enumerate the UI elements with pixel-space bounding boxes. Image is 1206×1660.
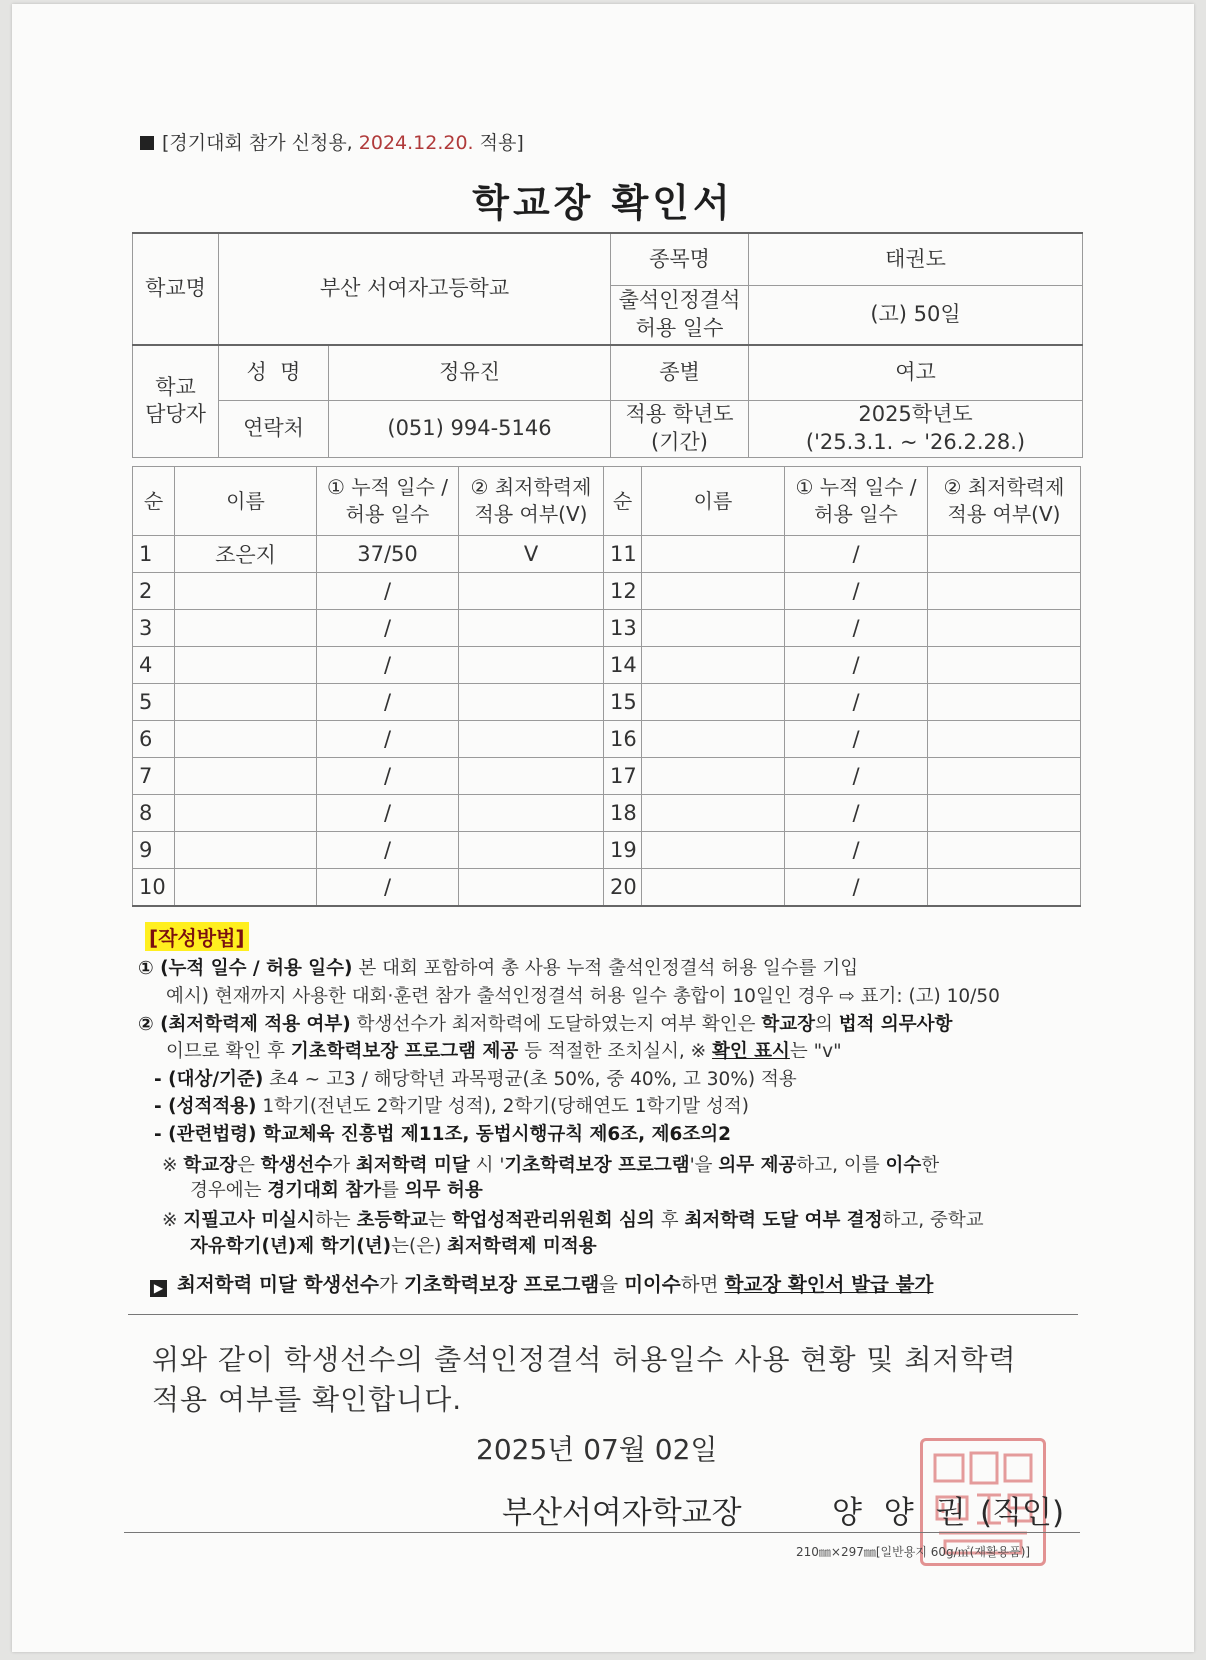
cell-days: / [317,610,459,647]
cell-minimum [459,721,604,758]
cell-minimum: V [459,536,604,573]
cell-days: / [317,721,459,758]
method-sub-grades: - (성적적용) 1학기(전년도 2학기말 성적), 2학기(당해연도 1학기말 성적) [154,1096,749,1117]
cell-no: 16 [604,721,642,758]
cell-days: / [785,832,928,869]
cell-minimum [459,758,604,795]
cell-minimum [928,647,1081,684]
cell-days: 37/50 [317,536,459,573]
method-note-1: ※ 학교장은 학생선수가 최저학력 미달 시 '기초학력보장 프로그램'을 의무 제공하고, 이를 이수한 [162,1155,940,1176]
header-name: 이름 [642,467,785,536]
school-info-table [132,232,1083,458]
method-item-1: ① (누적 일수 / 허용 일수) 본 대회 포함하여 총 사용 누적 출석인정결석 허용 일수를 기입 [138,958,859,979]
header-minimum: ② 최저학력제 적용 여부(V) [459,467,604,536]
cell-minimum [928,869,1081,907]
cell-name [642,684,785,721]
cell-no: 9 [133,832,175,869]
cell-no: 2 [133,573,175,610]
cell-minimum [928,795,1081,832]
table-row [133,869,1081,907]
cell-days: / [317,647,459,684]
divider [128,1314,1078,1315]
cell-name [175,869,317,907]
year-label: 적용 학년도 (기간) [611,400,749,457]
school-label: 학교명 [133,233,219,345]
year-text: 2025학년도 [858,402,973,427]
cell-no: 10 [133,869,175,907]
cell-name [642,832,785,869]
cell-days: / [785,795,928,832]
cell-name [642,536,785,573]
type-label: 종별 [611,345,749,400]
paper-spec: 210㎜×297㎜[일반용지 60g/㎡(재활용품)] [796,1545,1031,1559]
cell-no: 15 [604,684,642,721]
cell-minimum [928,573,1081,610]
cell-name [642,795,785,832]
cell-name [175,573,317,610]
cell-days: / [317,573,459,610]
method-item-2: ② (최저학력제 적용 여부) 학생선수가 최저학력에 도달하였는지 여부 확인은 학교장의 법적 의무사항 [138,1014,953,1035]
table-row [133,795,1081,832]
cell-no: 1 [133,536,175,573]
cell-minimum [459,684,604,721]
cell-days: / [317,795,459,832]
header-days: ① 누적 일수 / 허용 일수 [785,467,928,536]
cell-minimum [459,610,604,647]
issue-date: 2025년 07월 02일 [476,1433,718,1466]
method-title: [작성방법] [145,922,249,951]
table-row [133,721,1081,758]
cell-minimum [928,758,1081,795]
cell-days: / [317,832,459,869]
method-item-2-cont: 이므로 확인 후 기초학력보장 프로그램 제공 등 적절한 조치실시, ※ 확인 표시는 "v" [166,1041,842,1062]
square-bullet-icon [140,136,154,150]
attendance-table [132,466,1081,907]
confirmation-line-1: 위와 같이 학생선수의 출석인정결석 허용일수 사용 현황 및 최저학력 [152,1343,1017,1376]
cell-name [642,573,785,610]
cell-days: / [785,869,928,907]
cell-minimum [928,832,1081,869]
cell-no: 3 [133,610,175,647]
manager-label: 학교 담당자 [133,345,219,457]
school-name: 부산 서여자고등학교 [219,233,611,345]
cell-no: 12 [604,573,642,610]
bottom-divider [124,1532,1080,1533]
cell-name [642,721,785,758]
cell-minimum [459,795,604,832]
event-label: 종목명 [611,233,749,285]
table-row [133,684,1081,721]
name-label: 성 명 [219,345,329,400]
header-no: 순 [133,467,175,536]
cell-no: 18 [604,795,642,832]
table-row [133,610,1081,647]
table-row [133,536,1081,573]
cell-name [642,869,785,907]
cell-minimum [928,536,1081,573]
seal-label: (직인) [980,1495,1065,1531]
cell-name [642,647,785,684]
cell-days: / [785,536,928,573]
cell-name [175,684,317,721]
cell-no: 17 [604,758,642,795]
cell-days: / [785,647,928,684]
cell-no: 5 [133,684,175,721]
cell-days: / [785,758,928,795]
method-note-2-cont: 자유학기(년)제 학기(년)는(은) 최저학력제 미적용 [190,1236,597,1257]
cell-no: 7 [133,758,175,795]
cell-no: 14 [604,647,642,684]
cell-name [175,758,317,795]
event-value: 태권도 [749,233,1083,285]
document-header: [경기대회 참가 신청용, 2024.12.20. 적용] [140,128,524,155]
cell-minimum [459,573,604,610]
cell-no: 4 [133,647,175,684]
final-notice: ▶ 최저학력 미달 학생선수가 기초학력보장 프로그램을 미이수하면 학교장 확인서 발급 불가 [150,1275,933,1297]
year-value [749,400,1083,457]
confirmation-line-2: 적용 여부를 확인합니다. [152,1383,463,1416]
contact-label: 연락처 [219,400,329,457]
cell-no: 8 [133,795,175,832]
cell-name [642,610,785,647]
cell-no: 20 [604,869,642,907]
cell-minimum [928,721,1081,758]
header-days: ① 누적 일수 / 허용 일수 [317,467,459,536]
cell-minimum [459,832,604,869]
school-principal-label: 부산서여자학교장 [502,1495,742,1531]
method-item-1-example: 예시) 현재까지 사용한 대회·훈련 참가 출석인정결석 허용 일수 총합이 10일인 경우 ⇨ 표기: (고) 10/50 [166,986,1000,1007]
cell-no: 6 [133,721,175,758]
table-row [133,573,1081,610]
cell-no: 19 [604,832,642,869]
cell-name [175,832,317,869]
cell-name [175,647,317,684]
allowance-value: (고) 50일 [749,285,1083,345]
allowance-label: 출석인정결석 허용 일수 [611,285,749,345]
cell-no: 13 [604,610,642,647]
cell-minimum [459,647,604,684]
header-name: 이름 [175,467,317,536]
header-no: 순 [604,467,642,536]
header-minimum: ② 최저학력제 적용 여부(V) [928,467,1081,536]
table-row [133,647,1081,684]
type-value: 여고 [749,345,1083,400]
cell-name [175,795,317,832]
cell-no: 11 [604,536,642,573]
principal-name: 양 양 권 [832,1495,972,1531]
document-title: 학교장 확인서 [472,181,734,225]
cell-days: / [785,610,928,647]
method-note-1-cont: 경우에는 경기대회 참가를 의무 허용 [190,1180,483,1201]
cell-minimum [928,610,1081,647]
cell-minimum [928,684,1081,721]
cell-days: / [317,684,459,721]
cell-name [175,610,317,647]
table-row [133,758,1081,795]
method-sub-law: - (관련법령) 학교체육 진흥법 제11조, 동법시행규칙 제6조, 제6조의2 [154,1124,731,1145]
method-note-2: ※ 지필고사 미실시하는 초등학교는 학업성적관리위원회 심의 후 최저학력 도달 여부 결정하고, 중학교 [162,1210,984,1231]
contact-value: (051) 994-5146 [329,400,611,457]
cell-name [642,758,785,795]
manager-name: 정유진 [329,345,611,400]
cell-days: / [317,758,459,795]
applied-date: 2024.12.20. [358,132,474,154]
cell-name [175,721,317,758]
arrow-box-icon: ▶ [150,1280,167,1297]
cell-days: / [317,869,459,907]
cell-days: / [785,573,928,610]
table-row [133,832,1081,869]
cell-name: 조은지 [175,536,317,573]
method-sub-target: - (대상/기준) 초4 ~ 고3 / 해당학년 과목평균(초 50%, 중 40%, 고 30%) 적용 [154,1069,797,1090]
cell-days: / [785,721,928,758]
cell-minimum [459,869,604,907]
period-text: ('25.3.1. ~ '26.2.28.) [805,429,1026,454]
cell-days: / [785,684,928,721]
